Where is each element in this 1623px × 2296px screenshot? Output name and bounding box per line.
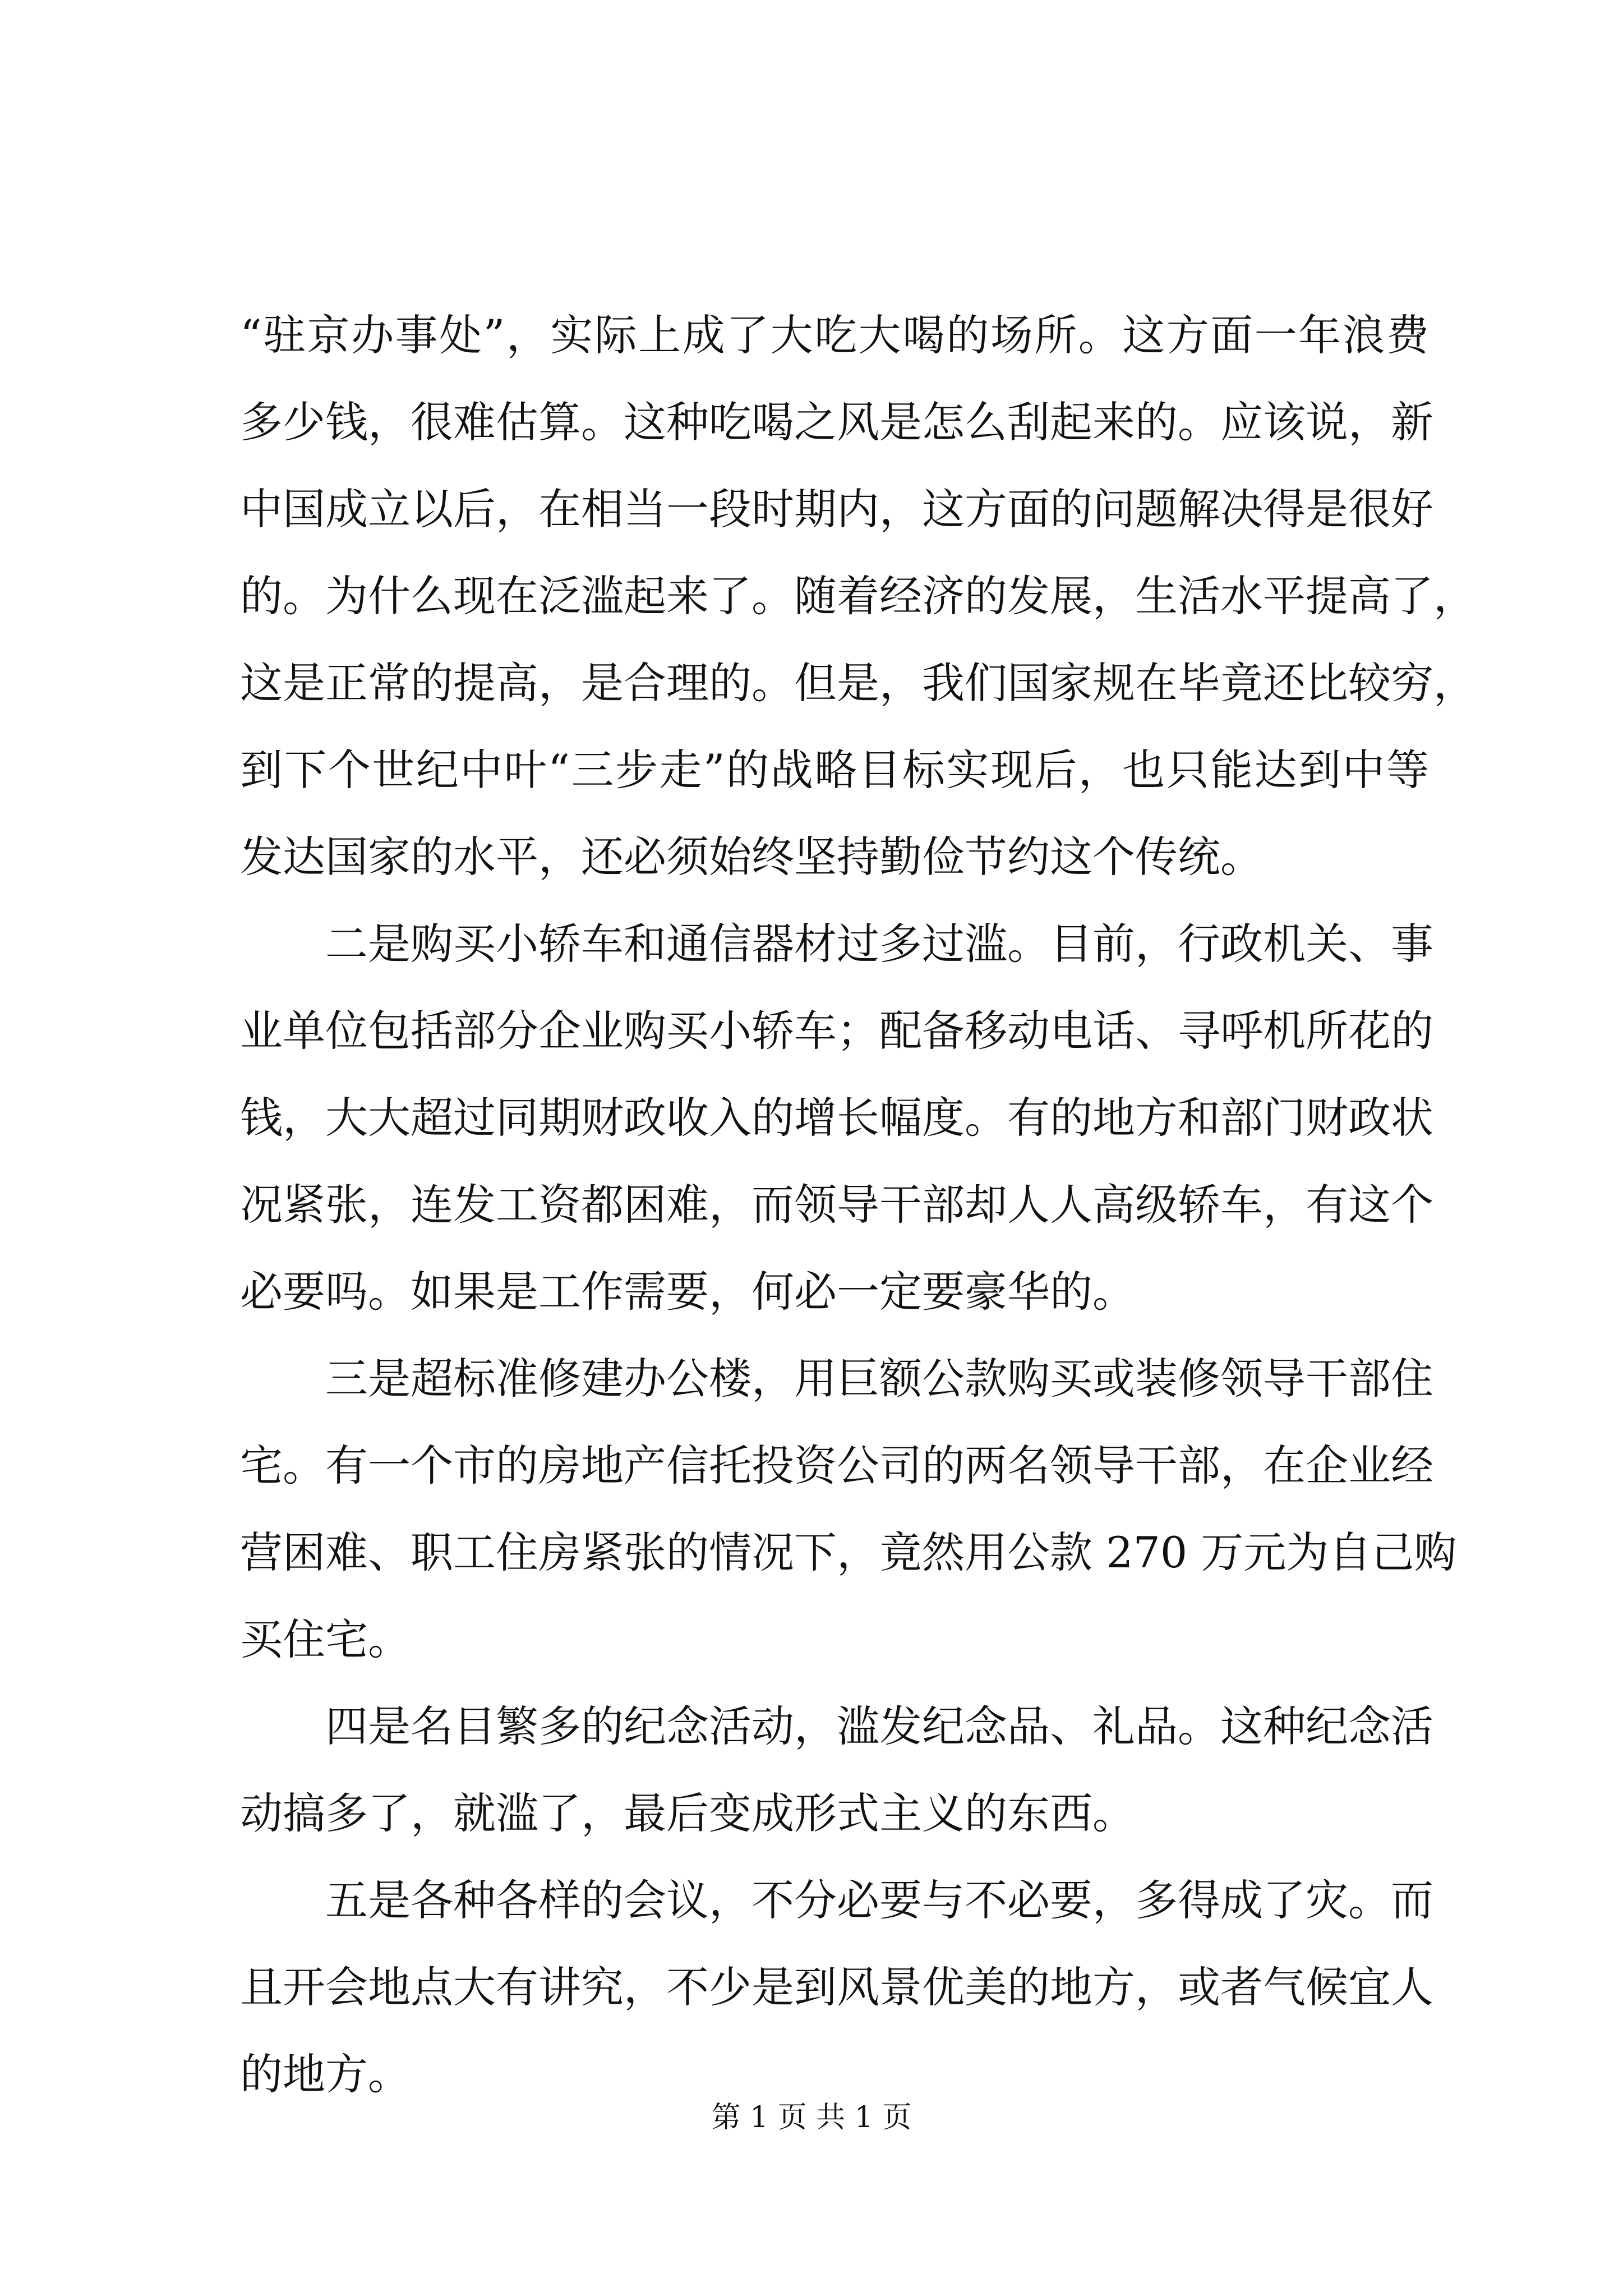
paragraph-3 [240,1335,1457,1683]
text-line: 三是超标准修建办公楼，用巨额公款购买或装修领导干部住 [325,1354,1433,1404]
text-line: 且开会地点大有讲究，不少是到风景优美的地方，或者气候宜人 [240,1962,1433,2012]
text-line: 二是购买小轿车和通信器材过多过滥。目前，行政机关、事 [325,919,1433,969]
text-line: 到下个世纪中叶“三步走”的战略目标实现后，也只能达到中等 [240,745,1429,795]
paragraph-1 [240,292,1476,900]
text-line: 中国成立以后，在相当一段时期内，这方面的问题解决得是很好 [240,484,1433,534]
paragraph-4 [240,1683,1433,1857]
page-number-footer: 第 1 页 共 1 页 [711,2101,912,2134]
text-line: 况紧张，连发工资都困难，而领导干部却人人高级轿车，有这个 [240,1180,1433,1230]
text-line: 业单位包括部分企业购买小轿车；配备移动电话、寻呼机所花的 [240,1006,1433,1056]
paragraph-2 [240,900,1433,1335]
text-line: 钱，大大超过同期财政收入的增长幅度。有的地方和部门财政状 [240,1093,1433,1143]
text-line: 的地方。 [240,2049,411,2099]
text-line: 营困难、职工住房紧张的情况下，竟然用公款 270 万元为自己购 [240,1527,1457,1577]
text-line: 必要吗。如果是工作需要，何必一定要豪华的。 [240,1267,1135,1317]
paragraph-5 [240,1857,1433,2118]
text-line: 发达国家的水平，还必须始终坚持勤俭节约这个传统。 [240,832,1263,882]
text-line: 的。为什么现在泛滥起来了。随着经济的发展，生活水平提高了， [240,571,1476,621]
text-line: 这是正常的提高，是合理的。但是，我们国家规在毕竟还比较穷， [240,658,1476,708]
text-line: 买住宅。 [240,1614,411,1664]
text-line: 宅。有一个市的房地产信托投资公司的两名领导干部，在企业经 [240,1441,1433,1490]
text-line: “驻京办事处”，实际上成了大吃大喝的场所。这方面一年浪费 [240,310,1429,360]
text-line: 五是各种各样的会议，不分必要与不必要，多得成了灾。而 [325,1875,1433,1925]
text-line: 多少钱，很难估算。这种吃喝之风是怎么刮起来的。应该说，新 [240,397,1433,447]
text-line: 四是名目繁多的纪念活动，滥发纪念品、礼品。这种纪念活 [325,1701,1433,1751]
text-line: 动搞多了，就滥了，最后变成形式主义的东西。 [240,1788,1135,1838]
document-body [240,292,1476,2118]
